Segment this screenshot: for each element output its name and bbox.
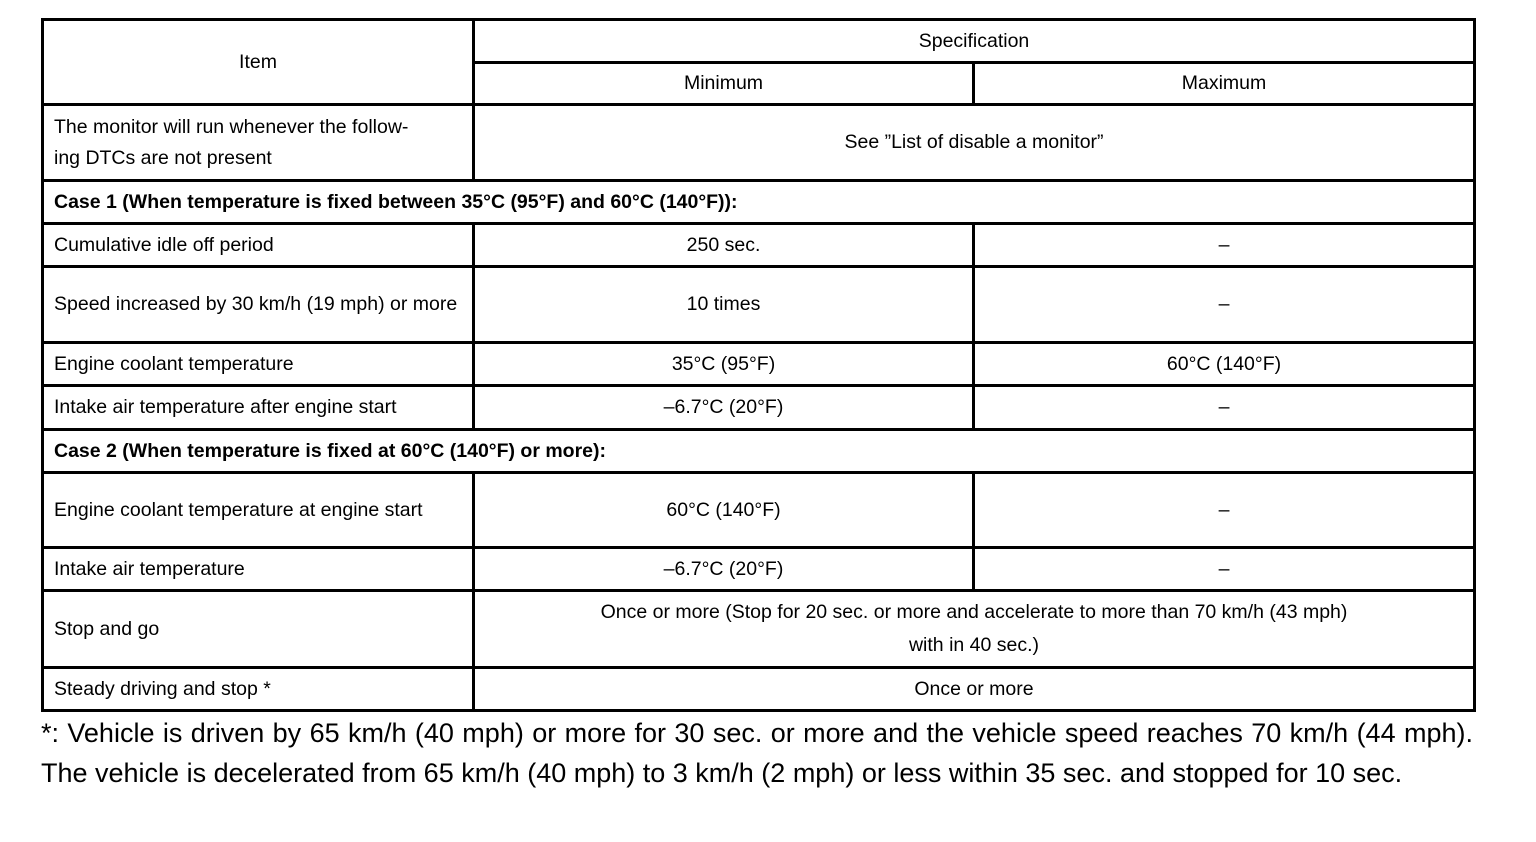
row-max: – — [974, 473, 1475, 548]
row-item: Stop and go — [43, 591, 474, 668]
header-row-1 — [43, 20, 1475, 63]
row-item-monitor-line1: The monitor will run whenever the follow- — [54, 115, 409, 138]
footnote: *: Vehicle is driven by 65 km/h (40 mph) or more for 30 sec. or more and the vehicle speed reaches 70 km/h (44 mph). The vehicle is decelerated from 65 km/h (40 mph) to 3 km/h (2 mph) or less within 35 sec. and stopped for 10 sec. — [41, 718, 1473, 788]
table-row — [43, 548, 1475, 591]
row-spec-stop-go-line1: Once or more (Stop for 20 sec. or more and accelerate to more than 70 km/h (43 mph) — [600, 601, 1348, 623]
row-item: Engine coolant temperature at engine start — [43, 473, 474, 548]
case-row — [43, 181, 1475, 224]
row-spec-stop-go-line2: with in 40 sec.) — [908, 634, 1040, 656]
specification-table — [41, 18, 1476, 712]
row-max: 60°C (140°F) — [974, 343, 1475, 386]
row-max: – — [974, 224, 1475, 267]
row-max: – — [974, 386, 1475, 430]
header-specification: Specification — [474, 20, 1475, 63]
row-min: 10 times — [474, 267, 974, 343]
row-item-monitor-line2: ing DTCs are not present — [54, 146, 272, 169]
table-row — [43, 105, 1475, 181]
row-spec-monitor: See ”List of disable a monitor” — [474, 105, 1475, 181]
row-item: Steady driving and stop * — [43, 668, 474, 711]
table-row — [43, 224, 1475, 267]
row-spec-stop-go — [474, 591, 1475, 668]
row-max: – — [974, 267, 1475, 343]
row-item: Cumulative idle off period — [43, 224, 474, 267]
case-2-label: Case 2 (When temperature is fixed at 60°C (140°F) or more): — [43, 430, 1475, 473]
row-min: –6.7°C (20°F) — [474, 548, 974, 591]
case-1-label: Case 1 (When temperature is fixed between 35°C (95°F) and 60°C (140°F)): — [43, 181, 1475, 224]
table-row — [43, 473, 1475, 548]
row-min: 250 sec. — [474, 224, 974, 267]
header-minimum: Minimum — [474, 63, 974, 105]
table-row — [43, 591, 1475, 668]
row-spec-steady: Once or more — [474, 668, 1475, 711]
row-max: – — [974, 548, 1475, 591]
row-item: Intake air temperature — [43, 548, 474, 591]
row-item: Speed increased by 30 km/h (19 mph) or more — [43, 267, 474, 343]
row-min: 60°C (140°F) — [474, 473, 974, 548]
header-item: Item — [43, 20, 474, 105]
row-item: Intake air temperature after engine start — [43, 386, 474, 430]
table-row — [43, 668, 1475, 711]
row-item: Engine coolant temperature — [43, 343, 474, 386]
row-min: 35°C (95°F) — [474, 343, 974, 386]
table-row — [43, 386, 1475, 430]
case-row — [43, 430, 1475, 473]
row-item-monitor — [43, 105, 474, 181]
row-min: –6.7°C (20°F) — [474, 386, 974, 430]
table-row — [43, 343, 1475, 386]
header-maximum: Maximum — [974, 63, 1475, 105]
table-row — [43, 267, 1475, 343]
